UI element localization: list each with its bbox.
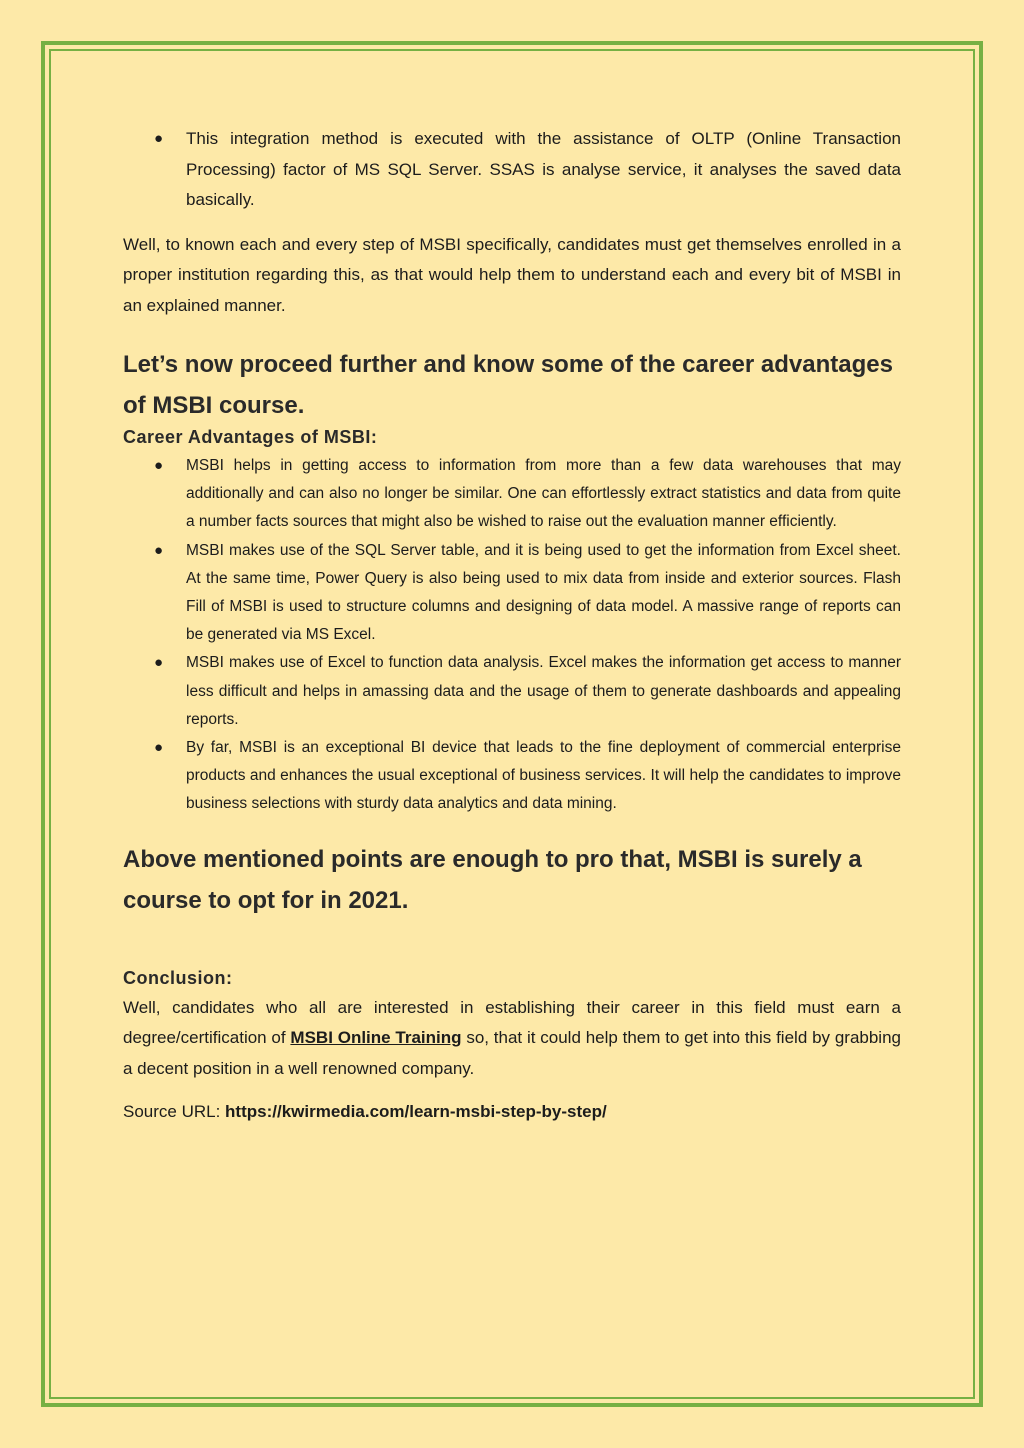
source-line (123, 1097, 901, 1127)
list-item (123, 124, 901, 216)
document-content (123, 124, 901, 1127)
conclusion-text-after: so, that it could help them to get into this field by grabbing a decent position in a well renowned company. (123, 1028, 901, 1078)
list-item (123, 452, 901, 537)
bullet-icon: ● (154, 130, 164, 147)
summary-heading: Above mentioned points are enough to pro that, MSBI is surely a course to opt for in 2021. (123, 845, 862, 914)
bullet-icon: ● (154, 654, 164, 672)
bullet-icon: ● (154, 739, 164, 757)
conclusion-heading: Conclusion: (123, 967, 233, 988)
conclusion-paragraph (123, 993, 901, 1085)
career-advantages-list (123, 452, 901, 819)
source-label: Source URL: (123, 1102, 226, 1122)
career-advantages-heading: Career Advantages of MSBI: (123, 427, 378, 447)
intro-bullet-list (123, 124, 901, 216)
bullet-text: MSBI makes use of the SQL Server table, and it is being used to get the information from Excel sheet. At the same time, Power Query is also being used to mix data from inside and exterior sources. Flash Fill of MSBI is used to structure columns and designing of data model. A massive range of reports can be generated via MS Excel. (186, 541, 901, 644)
source-url-link[interactable]: https://kwirmedia.com/learn-msbi-step-by-step/ (225, 1102, 607, 1122)
list-item (123, 649, 901, 734)
list-item (123, 734, 901, 819)
intro-paragraph: Well, to known each and every step of MSBI specifically, candidates must get themselves enrolled in a proper institution regarding this, as that would help them to understand each and every bit of MSBI in an explained manner. (123, 234, 901, 315)
bullet-icon: ● (154, 457, 164, 474)
msbi-online-training-link[interactable]: MSBI Online Training (290, 1028, 462, 1048)
conclusion-text-before: Well, candidates who all are interested in establishing their career in this field must earn a degree/certification of (123, 997, 901, 1048)
bullet-icon: ● (154, 541, 164, 559)
bullet-text: MSBI helps in getting access to information from more than a few data warehouses that may additionally and can also no longer be similar. One can effortlessly extract statistics and data from quite a number facts sources that might also be wished to raise out the evaluation manner efficiently. (186, 457, 901, 531)
bullet-text: MSBI makes use of Excel to function data analysis. Excel makes the information get access to manner less difficult and helps in amassing data and the usage of them to generate dashboards and appealing reports. (186, 654, 901, 728)
section-heading: Let’s now proceed further and know some of the career advantages of MSBI course. (123, 351, 893, 419)
bullet-text: This integration method is executed with the assistance of OLTP (Online Transaction Processing) factor of MS SQL Server. SSAS is analyse service, it analyses the saved data basically. (186, 129, 901, 209)
bullet-text: By far, MSBI is an exceptional BI device that leads to the fine deployment of commercial enterprise products and enhances the usual exceptional of business services. It will help the candidates to improve business selections with sturdy data analytics and data mining. (186, 739, 901, 813)
list-item (123, 537, 901, 650)
